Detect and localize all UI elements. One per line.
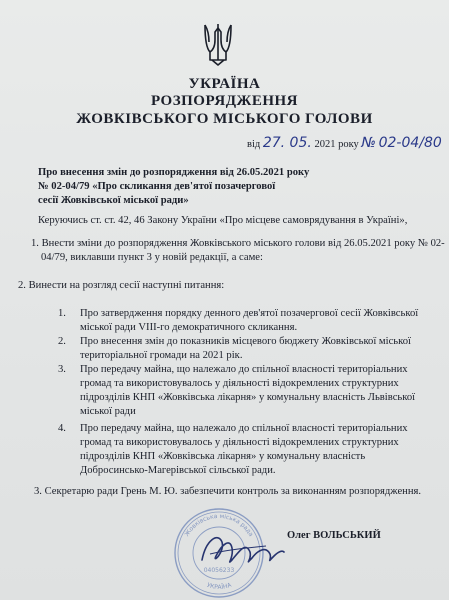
agenda-4-line-1: Про передачу майна, що належало до спільної власності територіальних: [80, 423, 408, 434]
subject-line-1: Про внесення змін до розпорядження від 26.05.2021 року: [38, 167, 310, 178]
item2-heading: 2. Винести на розгляд сесії наступні питання:: [18, 280, 225, 291]
agenda-number: 3.: [58, 364, 66, 375]
seal-top-text: Жовківська міська рада: [183, 512, 255, 538]
signer-name: Олег ВОЛЬСЬКИЙ: [287, 530, 381, 541]
date-prefix: від: [247, 139, 261, 150]
agenda-3-line-3: підрозділів КНП «Жовківська лікарня» у комунальну власність Львівської: [80, 392, 416, 403]
seal-bottom-text: УКРАЇНА: [205, 581, 233, 592]
handwritten-number: 02-04/80: [378, 135, 442, 151]
preamble: Керуючись ст. ст. 42, 46 Закону України «Про місцеве самоврядування в Україні»,: [38, 215, 408, 226]
agenda-4-line-2: громад та використовувалось у діяльності відокремлених структурних: [80, 437, 399, 448]
item1-line-1: 1. Внести зміни до розпорядження Жовківського міського голови від 26.05.2021 року № 02-: [31, 238, 445, 249]
item1-line-2: 04/79, виклавши пункт 3 у новій редакції, а саме:: [41, 252, 263, 263]
agenda-2-line-1: Про внесення змін до показників місцевого бюджету Жовківської міської: [80, 336, 411, 347]
agenda-1-line-2: міської ради VIII-го демократичного скликання.: [80, 322, 298, 333]
trident-icon: [202, 22, 234, 68]
handwritten-signature: [196, 526, 286, 574]
agenda-number: 2.: [58, 336, 66, 347]
agenda-4-line-3: підрозділів КНП «Жовківська лікарня» у комунальну власність: [80, 451, 366, 462]
agenda-3-line-1: Про передачу майна, що належало до спільної власності територіальних: [80, 364, 408, 375]
agenda-number: 1.: [58, 308, 66, 319]
agenda-4-line-4: Добросинсько-Магерівської сільської ради.: [80, 465, 276, 476]
agenda-3-line-2: громад та використовувалось у діяльності відокремлених структурних: [80, 378, 399, 389]
header-authority: ЖОВКІВСЬКОГО МІСЬКОГО ГОЛОВИ: [76, 111, 373, 127]
agenda-1-line-1: Про затвердження порядку денного дев'ятої позачергової сесії Жовківської: [80, 308, 419, 319]
seal-code: 04056233: [203, 567, 235, 574]
item3-text: 3. Секретарю ради Грень М. Ю. забезпечити контроль за виконанням розпорядження.: [34, 486, 422, 497]
header-doc-type: РОЗПОРЯДЖЕННЯ: [150, 93, 299, 109]
dateline: [247, 135, 442, 151]
date-year: 2021 року: [314, 139, 359, 150]
subject-line-3: сесії Жовківської міської ради»: [38, 195, 189, 206]
agenda-3-line-4: міської ради: [80, 406, 136, 417]
subject-line-2: № 02-04/79 «Про скликання дев'ятої позачергової: [38, 181, 276, 192]
agenda-2-line-2: територіальної громади на 2021 рік.: [80, 350, 243, 361]
number-label: №: [361, 135, 376, 151]
header-country: УКРАЇНА: [188, 76, 261, 92]
handwritten-date: 27. 05.: [262, 135, 312, 151]
agenda-number: 4.: [58, 423, 66, 434]
